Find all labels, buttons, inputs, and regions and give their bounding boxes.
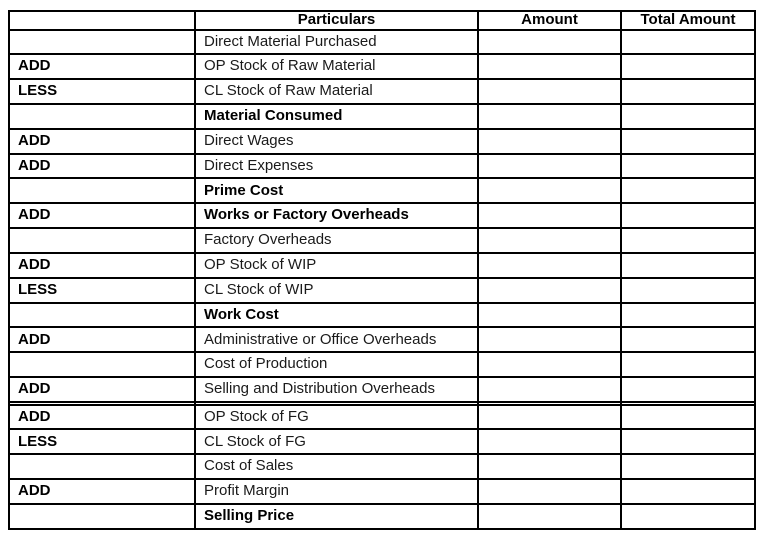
particulars-cell: OP Stock of Raw Material [195, 54, 478, 79]
table-row [9, 303, 755, 328]
table-row [9, 54, 755, 79]
total-amount-cell [621, 454, 755, 479]
particulars-cell: Cost of Sales [195, 454, 478, 479]
operation-cell [9, 352, 195, 377]
amount-cell [478, 129, 621, 154]
total-amount-cell [621, 327, 755, 352]
table-row [9, 79, 755, 104]
table-row [9, 178, 755, 203]
total-amount-cell [621, 479, 755, 504]
amount-cell [478, 253, 621, 278]
total-amount-cell [621, 79, 755, 104]
header-particulars: Particulars [195, 11, 478, 30]
table-row [9, 479, 755, 504]
particulars-cell: Factory Overheads [195, 228, 478, 253]
particulars-cell: Direct Wages [195, 129, 478, 154]
total-amount-cell [621, 377, 755, 402]
operation-cell [9, 454, 195, 479]
amount-cell [478, 405, 621, 430]
amount-cell [478, 104, 621, 129]
total-amount-cell [621, 352, 755, 377]
operation-cell: ADD [9, 377, 195, 402]
table-row [9, 129, 755, 154]
operation-cell: ADD [9, 479, 195, 504]
particulars-cell: Profit Margin [195, 479, 478, 504]
particulars-cell: Direct Expenses [195, 154, 478, 179]
table-row [9, 327, 755, 352]
operation-cell: ADD [9, 203, 195, 228]
total-amount-cell [621, 203, 755, 228]
amount-cell [478, 228, 621, 253]
table-row [9, 30, 755, 55]
total-amount-cell [621, 504, 755, 529]
particulars-cell: Material Consumed [195, 104, 478, 129]
table-row [9, 253, 755, 278]
amount-cell [478, 352, 621, 377]
header-row [9, 11, 755, 30]
operation-cell: ADD [9, 405, 195, 430]
cost-sheet-table [8, 10, 756, 530]
table-row [9, 429, 755, 454]
amount-cell [478, 327, 621, 352]
operation-cell: LESS [9, 79, 195, 104]
amount-cell [478, 79, 621, 104]
table-row [9, 278, 755, 303]
operation-cell: LESS [9, 278, 195, 303]
amount-cell [478, 203, 621, 228]
operation-cell [9, 104, 195, 129]
table-row [9, 228, 755, 253]
table-row [9, 203, 755, 228]
amount-cell [478, 154, 621, 179]
total-amount-cell [621, 405, 755, 430]
particulars-cell: Works or Factory Overheads [195, 203, 478, 228]
total-amount-cell [621, 228, 755, 253]
operation-cell [9, 228, 195, 253]
header-amount: Amount [478, 11, 621, 30]
table-row [9, 504, 755, 529]
particulars-cell: Work Cost [195, 303, 478, 328]
amount-cell [478, 303, 621, 328]
header-total-amount: Total Amount [621, 11, 755, 30]
particulars-cell: Selling Price [195, 504, 478, 529]
operation-cell: ADD [9, 253, 195, 278]
amount-cell [478, 30, 621, 55]
particulars-cell: Prime Cost [195, 178, 478, 203]
total-amount-cell [621, 429, 755, 454]
total-amount-cell [621, 178, 755, 203]
operation-cell [9, 30, 195, 55]
table-row [9, 405, 755, 430]
amount-cell [478, 278, 621, 303]
cost-sheet-body [9, 30, 755, 530]
operation-cell [9, 178, 195, 203]
amount-cell [478, 429, 621, 454]
particulars-cell: CL Stock of WIP [195, 278, 478, 303]
operation-cell: ADD [9, 154, 195, 179]
operation-cell [9, 504, 195, 529]
particulars-cell: Direct Material Purchased [195, 30, 478, 55]
total-amount-cell [621, 278, 755, 303]
total-amount-cell [621, 104, 755, 129]
total-amount-cell [621, 54, 755, 79]
table-row [9, 154, 755, 179]
total-amount-cell [621, 129, 755, 154]
table-row [9, 454, 755, 479]
amount-cell [478, 54, 621, 79]
operation-cell: ADD [9, 129, 195, 154]
total-amount-cell [621, 303, 755, 328]
total-amount-cell [621, 30, 755, 55]
particulars-cell: CL Stock of Raw Material [195, 79, 478, 104]
amount-cell [478, 178, 621, 203]
particulars-cell: Administrative or Office Overheads [195, 327, 478, 352]
operation-cell [9, 303, 195, 328]
total-amount-cell [621, 154, 755, 179]
amount-cell [478, 479, 621, 504]
operation-cell: ADD [9, 327, 195, 352]
table-row [9, 377, 755, 402]
operation-cell: ADD [9, 54, 195, 79]
amount-cell [478, 454, 621, 479]
amount-cell [478, 504, 621, 529]
header-operation [9, 11, 195, 30]
table-row [9, 104, 755, 129]
amount-cell [478, 377, 621, 402]
operation-cell: LESS [9, 429, 195, 454]
particulars-cell: OP Stock of FG [195, 405, 478, 430]
particulars-cell: CL Stock of FG [195, 429, 478, 454]
particulars-cell: OP Stock of WIP [195, 253, 478, 278]
total-amount-cell [621, 253, 755, 278]
table-row [9, 352, 755, 377]
particulars-cell: Cost of Production [195, 352, 478, 377]
particulars-cell: Selling and Distribution Overheads [195, 377, 478, 402]
